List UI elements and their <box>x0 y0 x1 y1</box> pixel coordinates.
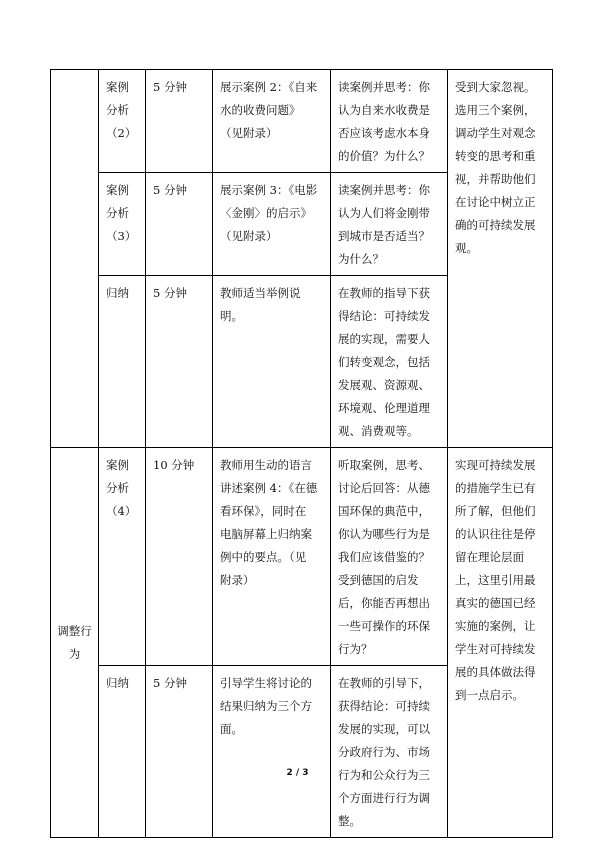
time-cell: 5 分钟 <box>146 70 213 173</box>
design-intent-cell: 实现可持续发展 的措施学生已有 所了解，但他们 的认识往往是停 留在理论层面 上，这里引用最 真实的德国已经 实施的案例，让 学生对可持续发 展的具体做法得 到一点启示。 <box>448 448 553 838</box>
segment-cell: 归纳 <box>99 666 146 838</box>
teacher-activity-cell: 展示案例 2：《自来 水的收费问题》 （见附录） <box>213 70 331 173</box>
student-activity-cell: 读案例并思考：你 认为自来水收费是 否应该考虑水本身 的价值？为什么？ <box>331 70 448 173</box>
segment-cell: 归纳 <box>99 276 146 448</box>
design-intent-cell: 受到大家忽视。 选用三个案例， 调动学生对观念 转变的思考和重 视，并帮助他们 在讨论中树立正 确的可持续发展 观。 <box>448 70 553 448</box>
page-number: 2 / 3 <box>286 768 309 778</box>
teacher-activity-cell: 教师适当举例说 明。 <box>213 276 331 448</box>
student-activity-cell: 在教师的指导下获 得结论：可持续发 展的实现，需要人 们转变观念，包括 发展观、资源观、 环境观、伦理道理 观、消费观等。 <box>331 276 448 448</box>
table-row <box>51 70 553 173</box>
lesson-plan-table <box>50 69 553 838</box>
stage-cell: 调整行 为 <box>51 448 99 838</box>
student-activity-cell: 在教师的引导下， 获得结论：可持续 发展的实现，可以 分政府行为、市场 行为和公众行为三 个方面进行行为调 整。 <box>331 666 448 838</box>
segment-cell: 案例 分析 （4） <box>99 448 146 666</box>
teacher-activity-cell: 引导学生将讨论的 结果归纳为三个方 面。 <box>213 666 331 838</box>
segment-cell: 案例 分析 （2） <box>99 70 146 173</box>
table-row <box>51 448 553 666</box>
teacher-activity-cell: 教师用生动的语言 讲述案例 4：《在德 看环保》，同时在 电脑屏幕上归纳案 例中的要点。（见 附录） <box>213 448 331 666</box>
stage-cell-empty <box>51 70 99 448</box>
segment-cell: 案例 分析 （3） <box>99 173 146 276</box>
time-cell: 5 分钟 <box>146 666 213 838</box>
time-cell: 10 分钟 <box>146 448 213 666</box>
teacher-activity-cell: 展示案例 3：《电影 〈金刚〉的启示》 （见附录） <box>213 173 331 276</box>
student-activity-cell: 听取案例，思考、 讨论后回答：从德 国环保的典范中， 你认为哪些行为是 我们应该借鉴的？ 受到德国的启发 后，你能否再想出 一些可操作的环保 行为？ <box>331 448 448 666</box>
student-activity-cell: 读案例并思考：你 认为人们将金刚带 到城市是否适当？ 为什么？ <box>331 173 448 276</box>
time-cell: 5 分钟 <box>146 173 213 276</box>
time-cell: 5 分钟 <box>146 276 213 448</box>
